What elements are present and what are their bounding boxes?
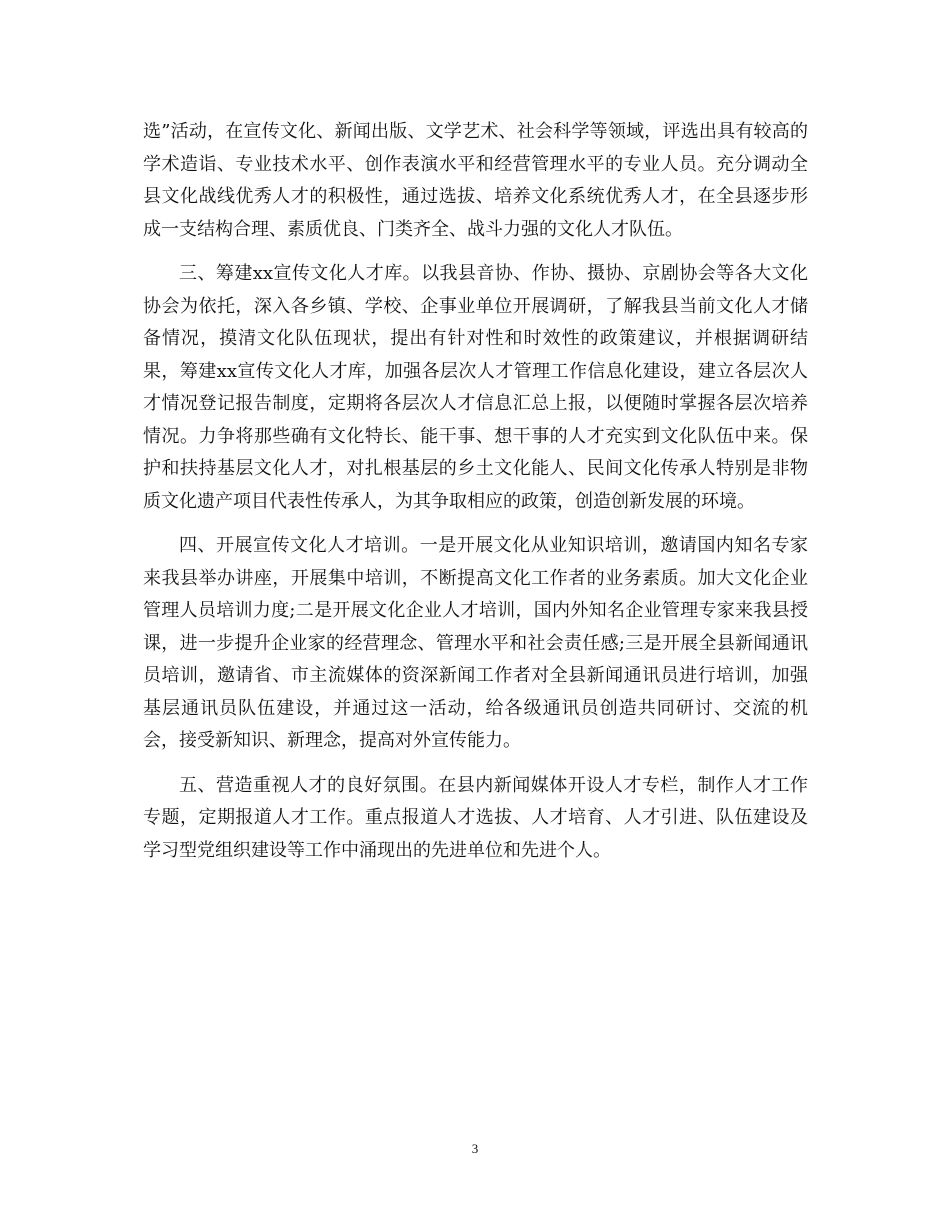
- paragraph-talent-training: 四、开展宣传文化人才培训。一是开展文化从业知识培训，邀请国内知名专家来我县举办讲座，开展集中培训，不断提高文化工作者的业务素质。加大文化企业管理人员培训力度;二是开展文化企业人才培训，国内外知名企业管理专家来我县授课，进一步提升企业家的经营理念、管理水平和社会责任感;三是开展全县新闻通讯员培训，邀请省、市主流媒体的资深新闻工作者对全县新闻通讯员进行培训，加强基层通讯员队伍建设，并通过这一活动，给各级通讯员创造共同研讨、交流的机会，接受新知识、新理念，提高对外宣传能力。: [143, 535, 808, 751]
- page-number: 3: [471, 1141, 479, 1156]
- paragraph-talent-atmosphere: 五、营造重视人才的良好氛围。在县内新闻媒体开设人才专栏，制作人才工作专题，定期报道人才工作。重点报道人才选拔、人才培育、人才引进、队伍建设及学习型党组织建设等工作中涌现出的先进单位和先进个人。: [143, 774, 808, 861]
- paragraph-continued: 选”活动，在宣传文化、新闻出版、文学艺术、社会科学等领域，评选出具有较高的学术造诣、专业技术水平、创作表演水平和经营管理水平的专业人员。充分调动全县文化战线优秀人才的积极性，通过选拔、培养文化系统优秀人才，在全县逐步形成一支结构合理、素质优良、门类齐全、战斗力强的文化人才队伍。: [143, 121, 808, 240]
- paragraph-talent-database: 三、筹建xx宣传文化人才库。以我县音协、作协、摄协、京剧协会等各大文化协会为依托，深入各乡镇、学校、企事业单位开展调研，了解我县当前文化人才储备情况，摸清文化队伍现状，提出有针对性和时效性的政策建议，并根据调研结果，筹建xx宣传文化人才库，加强各层次人才管理工作信息化建设，建立各层次人才情况登记报告制度，定期将各层次人才信息汇总上报，以便随时掌握各层次培养情况。力争将那些确有文化特长、能干事、想干事的人才充实到文化队伍中来。保护和扶持基层文化人才，对扎根基层的乡土文化能人、民间文化传承人特别是非物质文化遗产项目代表性传承人，为其争取相应的政策，创造创新发展的环境。: [143, 263, 808, 512]
- document-body: [143, 116, 808, 879]
